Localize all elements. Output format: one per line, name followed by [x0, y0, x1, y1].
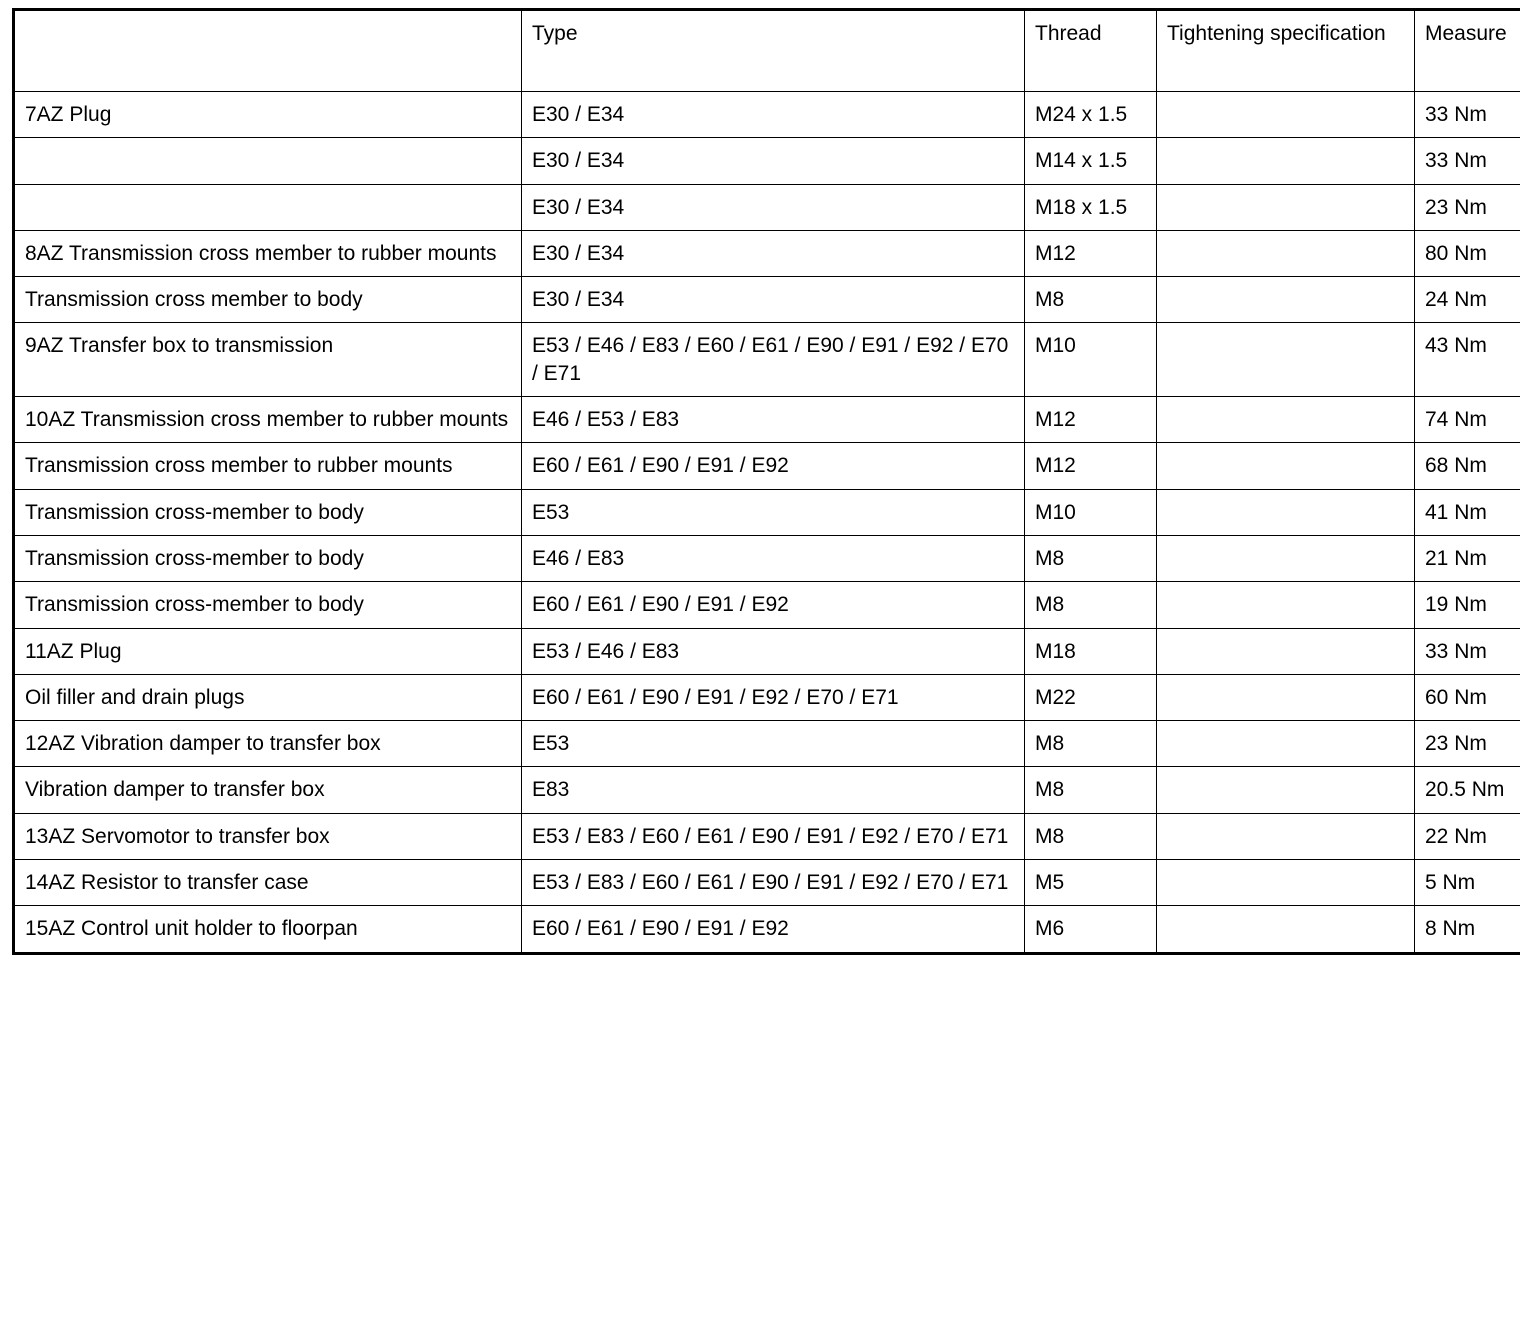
- cell-thread: M12: [1025, 230, 1157, 276]
- cell-measure: 33 Nm: [1415, 92, 1520, 138]
- cell-measure: 24 Nm: [1415, 277, 1520, 323]
- cell-description: [14, 138, 522, 184]
- table-row: [14, 92, 1520, 138]
- table-row: [14, 277, 1520, 323]
- cell-measure: 23 Nm: [1415, 721, 1520, 767]
- cell-type: E46 / E53 / E83: [522, 397, 1025, 443]
- cell-type: E53 / E46 / E83: [522, 628, 1025, 674]
- table-row: [14, 535, 1520, 581]
- table-row: [14, 443, 1520, 489]
- table-body: [14, 10, 1520, 954]
- cell-type: E30 / E34: [522, 184, 1025, 230]
- cell-measure: 41 Nm: [1415, 489, 1520, 535]
- cell-description: [14, 184, 522, 230]
- table-row: [14, 323, 1520, 397]
- cell-tightening-specification: [1157, 230, 1415, 276]
- cell-thread: M22: [1025, 674, 1157, 720]
- cell-tightening-specification: [1157, 184, 1415, 230]
- cell-type: E60 / E61 / E90 / E91 / E92: [522, 582, 1025, 628]
- table-row: [14, 813, 1520, 859]
- table-row: [14, 489, 1520, 535]
- cell-thread: M10: [1025, 323, 1157, 397]
- header-thread: Thread: [1025, 10, 1157, 92]
- cell-description: Transmission cross-member to body: [14, 582, 522, 628]
- cell-measure: 19 Nm: [1415, 582, 1520, 628]
- cell-thread: M8: [1025, 582, 1157, 628]
- cell-description: Transmission cross member to body: [14, 277, 522, 323]
- cell-thread: M18 x 1.5: [1025, 184, 1157, 230]
- cell-type: E30 / E34: [522, 138, 1025, 184]
- cell-thread: M8: [1025, 535, 1157, 581]
- cell-description: 7AZ Plug: [14, 92, 522, 138]
- cell-description: Oil filler and drain plugs: [14, 674, 522, 720]
- cell-thread: M8: [1025, 767, 1157, 813]
- table-row: [14, 767, 1520, 813]
- cell-description: 15AZ Control unit holder to floorpan: [14, 906, 522, 953]
- table-row: [14, 230, 1520, 276]
- cell-tightening-specification: [1157, 767, 1415, 813]
- table-row: [14, 721, 1520, 767]
- cell-thread: M14 x 1.5: [1025, 138, 1157, 184]
- cell-thread: M12: [1025, 443, 1157, 489]
- cell-measure: 23 Nm: [1415, 184, 1520, 230]
- cell-measure: 20.5 Nm: [1415, 767, 1520, 813]
- cell-tightening-specification: [1157, 628, 1415, 674]
- cell-tightening-specification: [1157, 323, 1415, 397]
- cell-type: E30 / E34: [522, 92, 1025, 138]
- table-header-row: [14, 10, 1520, 92]
- cell-tightening-specification: [1157, 582, 1415, 628]
- cell-measure: 43 Nm: [1415, 323, 1520, 397]
- cell-type: E46 / E83: [522, 535, 1025, 581]
- header-tightening-specification: Tightening specification: [1157, 10, 1415, 92]
- cell-type: E53: [522, 721, 1025, 767]
- cell-description: 11AZ Plug: [14, 628, 522, 674]
- cell-type: E53 / E83 / E60 / E61 / E90 / E91 / E92 / E70 / E71: [522, 860, 1025, 906]
- cell-measure: 21 Nm: [1415, 535, 1520, 581]
- cell-thread: M12: [1025, 397, 1157, 443]
- cell-thread: M18: [1025, 628, 1157, 674]
- cell-type: E30 / E34: [522, 230, 1025, 276]
- cell-tightening-specification: [1157, 443, 1415, 489]
- cell-thread: M6: [1025, 906, 1157, 953]
- cell-tightening-specification: [1157, 277, 1415, 323]
- table-row: [14, 138, 1520, 184]
- cell-tightening-specification: [1157, 397, 1415, 443]
- cell-description: Transmission cross member to rubber mounts: [14, 443, 522, 489]
- header-measure: Measure: [1415, 10, 1520, 92]
- cell-type: E60 / E61 / E90 / E91 / E92: [522, 906, 1025, 953]
- cell-description: 12AZ Vibration damper to transfer box: [14, 721, 522, 767]
- cell-type: E60 / E61 / E90 / E91 / E92: [522, 443, 1025, 489]
- cell-measure: 33 Nm: [1415, 628, 1520, 674]
- cell-type: E53 / E46 / E83 / E60 / E61 / E90 / E91 / E92 / E70 / E71: [522, 323, 1025, 397]
- cell-type: E53: [522, 489, 1025, 535]
- cell-tightening-specification: [1157, 813, 1415, 859]
- cell-type: E60 / E61 / E90 / E91 / E92 / E70 / E71: [522, 674, 1025, 720]
- torque-specification-table: [12, 8, 1520, 955]
- cell-description: 9AZ Transfer box to transmission: [14, 323, 522, 397]
- table-row: [14, 674, 1520, 720]
- table-row: [14, 906, 1520, 953]
- cell-description: 13AZ Servomotor to transfer box: [14, 813, 522, 859]
- cell-type: E53 / E83 / E60 / E61 / E90 / E91 / E92 / E70 / E71: [522, 813, 1025, 859]
- cell-measure: 68 Nm: [1415, 443, 1520, 489]
- cell-measure: 74 Nm: [1415, 397, 1520, 443]
- cell-measure: 33 Nm: [1415, 138, 1520, 184]
- cell-description: Vibration damper to transfer box: [14, 767, 522, 813]
- cell-description: Transmission cross-member to body: [14, 535, 522, 581]
- cell-measure: 22 Nm: [1415, 813, 1520, 859]
- cell-measure: 8 Nm: [1415, 906, 1520, 953]
- table-row: [14, 184, 1520, 230]
- cell-tightening-specification: [1157, 535, 1415, 581]
- cell-tightening-specification: [1157, 489, 1415, 535]
- table-row: [14, 582, 1520, 628]
- cell-tightening-specification: [1157, 674, 1415, 720]
- cell-measure: 5 Nm: [1415, 860, 1520, 906]
- cell-tightening-specification: [1157, 721, 1415, 767]
- cell-description: 8AZ Transmission cross member to rubber mounts: [14, 230, 522, 276]
- table-row: [14, 860, 1520, 906]
- cell-measure: 60 Nm: [1415, 674, 1520, 720]
- table-row: [14, 628, 1520, 674]
- cell-measure: 80 Nm: [1415, 230, 1520, 276]
- table-row: [14, 397, 1520, 443]
- header-description: [14, 10, 522, 92]
- header-type: Type: [522, 10, 1025, 92]
- cell-type: E30 / E34: [522, 277, 1025, 323]
- cell-tightening-specification: [1157, 906, 1415, 953]
- cell-thread: M8: [1025, 721, 1157, 767]
- cell-tightening-specification: [1157, 138, 1415, 184]
- cell-description: Transmission cross-member to body: [14, 489, 522, 535]
- cell-thread: M8: [1025, 813, 1157, 859]
- cell-description: 14AZ Resistor to transfer case: [14, 860, 522, 906]
- cell-type: E83: [522, 767, 1025, 813]
- cell-thread: M8: [1025, 277, 1157, 323]
- cell-tightening-specification: [1157, 92, 1415, 138]
- cell-tightening-specification: [1157, 860, 1415, 906]
- cell-thread: M24 x 1.5: [1025, 92, 1157, 138]
- cell-description: 10AZ Transmission cross member to rubber mounts: [14, 397, 522, 443]
- cell-thread: M5: [1025, 860, 1157, 906]
- cell-thread: M10: [1025, 489, 1157, 535]
